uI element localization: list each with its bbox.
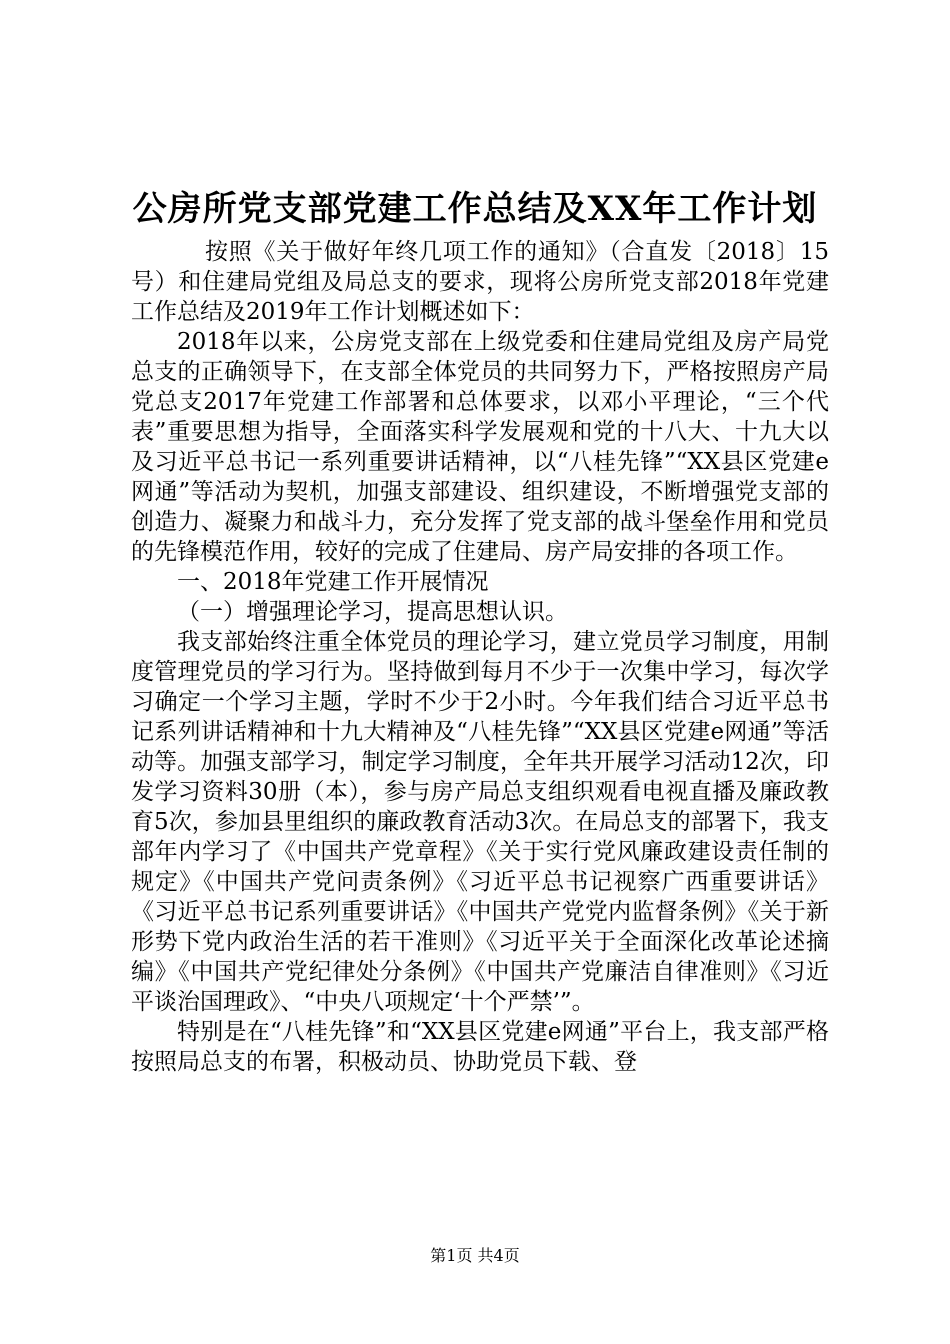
paragraph-overview: 2018年以来，公房党支部在上级党委和住建局党组及房产局党总支的正确领导下，在支部全体党员的共同努力下，严格按照房产局党总支2017年党建工作部署和总体要求，以邓小平理论，“三个代表”重要思想为指导，全面落实科学发展观和党的十八大、十九大以及习近平总书记一系列重要讲话精神，以“八桂先锋”“XX县区党建e网通”等活动为契机，加强支部建设、组织建设，不断增强党支部的创造力、凝聚力和战斗力，充分发挥了党支部的战斗堡垒作用和党员的先锋模范作用，较好的完成了住建局、房产局安排的各项工作。 [131, 329, 829, 565]
paragraph-study: 我支部始终注重全体党员的理论学习，建立党员学习制度，用制度管理党员的学习行为。坚持做到每月不少于一次集中学习，每次学习确定一个学习主题，学时不少于2小时。今年我们结合习近平总书记系列讲话精神和十九大精神及“八桂先锋”“XX县区党建e网通”等活动等。加强支部学习，制定学习制度，全年共开展学习活动12次，印发学习资料30册（本），参与房产局总支组织观看电视直播及廉政教育5次，参加县里组织的廉政教育活动3次。在局总支的部署下，我支部年内学习了《中国共产党章程》《关于实行党风廉政建设责任制的规定》《中国共产党问责条例》《习近平总书记视察广西重要讲话》《习近平总书记系列重要讲话》《中国共产党党内监督条例》《关于新形势下党内政治生活的若干准则》《习近平关于全面深化改革论述摘编》《中国共产党纪律处分条例》《中国共产党廉洁自律准则》《习近平谈治国理政》、“中央八项规定‘十个严禁’”。 [131, 629, 829, 1015]
section-heading: 一、2018年党建工作开展情况 [177, 569, 489, 595]
document-title: 公房所党支部党建工作总结及XX年工作计划 [132, 189, 818, 229]
paragraph-platform: 特别是在“八桂先锋”和“XX县区党建e网通”平台上，我支部严格按照局总支的布署，积极动员、协助党员下载、登 [131, 1019, 829, 1075]
document-body [131, 237, 829, 1077]
paragraph-intro: 按照《关于做好年终几项工作的通知》（合直发〔2018〕15号）和住建局党组及局总支的要求，现将公房所党支部2018年党建工作总结及2019年工作计划概述如下： [131, 239, 829, 325]
page-footer: 第1页 共4页 [430, 1246, 520, 1265]
subsection-heading: （一）增强理论学习，提高思想认识。 [177, 599, 568, 625]
